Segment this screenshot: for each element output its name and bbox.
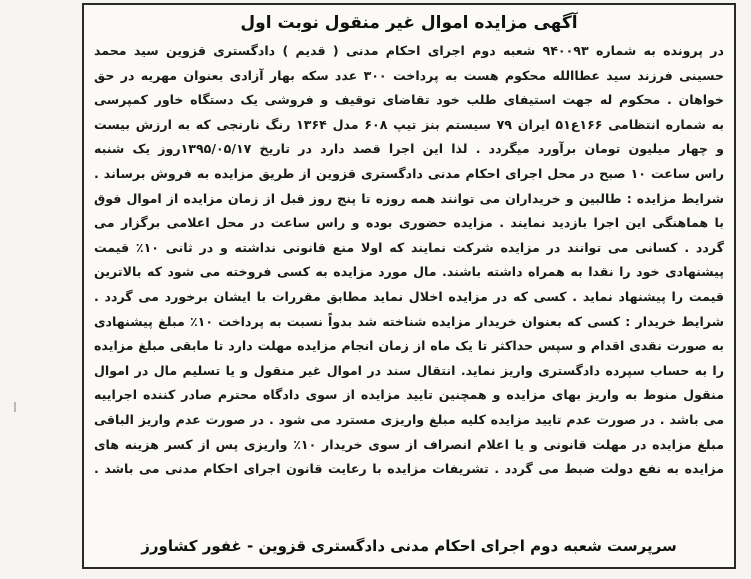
body-line-18: مزایده به نفع دولت ضبط می گردد . تشریفات مزایده با رعایت قانون اجرای احکام مدنی می باشد .: [94, 461, 724, 477]
body-line-15: منقول منوط به واریز بهای مزایده و همچنین تایید مزایده از سوی دادگاه محترم صادر کننده اجراییه: [94, 387, 724, 403]
body-line-10: پیشنهادی خود را نقدا به همراه داشته باشند. مال مورد مزایده به کسی فروخته می شود که بالاترین: [94, 264, 724, 280]
body-line-3: خواهان . محکوم له جهت استیفای طلب خود تقاضای توقیف و فروشی یک دستگاه خاور کمپرسی: [94, 92, 724, 108]
margin-mark: [14, 402, 16, 412]
body-line-11: قیمت را پیشنهاد نماید . کسی که در مزایده اخلال نماید مطابق مقررات با ایشان برخورد می گردد .: [94, 288, 724, 304]
body-line-5: و چهار میلیون تومان برآورد میگردد . لذا این اجرا قصد دارد در تاریخ ۱۳۹۵/۰۵/۱۷روز یک شنبه: [94, 141, 724, 157]
body-line-7: شرایط مزایده : طالبین و خریداران می توانند همه روزه تا پنج روز قبل از زمان مزایده از اموال فوق: [94, 190, 724, 206]
body-line-12: شرایط خریدار : کسی که بعنوان خریدار مزایده شناخته شد بدواً نسبت به پرداخت ۱۰٪ مبلغ پیشنهادی: [94, 313, 724, 329]
notice-frame: [82, 3, 736, 569]
notice-title: آگهی مزایده اموال غیر منقول نوبت اول: [240, 13, 578, 33]
body-line-4: به شماره انتظامی ۱۶۶ع۵۱ ایران ۷۹ سیستم بنز تیپ ۶۰۸ مدل ۱۳۶۴ رنگ نارنجی که به ارزش بیست: [94, 116, 724, 132]
body-line-13: به صورت نقدی اقدام و سپس حداکثر تا یک ماه از زمان انجام مزایده مهلت دارد تا مابقی مبلغ مزایده: [94, 338, 724, 354]
body-line-9: گردد . کسانی می توانند در مزایده شرکت نمایند که اولا منع قانونی نداشته و در ثانی ۱۰٪ قیمت: [94, 239, 724, 255]
notice-body: [94, 39, 724, 482]
body-line-6: راس ساعت ۱۰ صبح در محل اجرای احکام مدنی دادگستری قزوین از طریق مزایده به فروش برساند .: [94, 165, 724, 181]
body-line-16: می باشد . در صورت عدم تایید مزایده کلیه مبلغ واریزی مسترد می شود . در صورت عدم واریز الباقی: [94, 411, 724, 427]
body-line-14: را به حساب سپرده دادگستری واریز نماید. انتقال سند در اموال غیر منقول و یا تسلیم مال در اموال: [94, 362, 724, 378]
notice-signature: سرپرست شعبه دوم اجرای احکام مدنی دادگستری قزوین - غفور کشاورز: [141, 537, 677, 555]
body-line-1: در پرونده به شماره ۹۴۰۰۹۳ شعبه دوم اجرای احکام مدنی ( قدیم ) دادگستری قزوین سید محمد: [94, 43, 724, 58]
body-line-17: مبلغ مزایده در مهلت قانونی و یا اعلام انصراف از سوی خریدار ۱۰٪ واریزی پس از کسر هزینه های: [94, 436, 724, 452]
body-line-2: حسینی فرزند سید عطاالله محکوم هست به پرداخت ۳۰۰ عدد سکه بهار آزادی بعنوان مهریه در حق: [94, 67, 724, 83]
body-line-8: با هماهنگی این اجرا بازدید نمایند . مزایده حضوری بوده و راس ساعت در محل اعلامی برگزار می: [94, 215, 724, 231]
